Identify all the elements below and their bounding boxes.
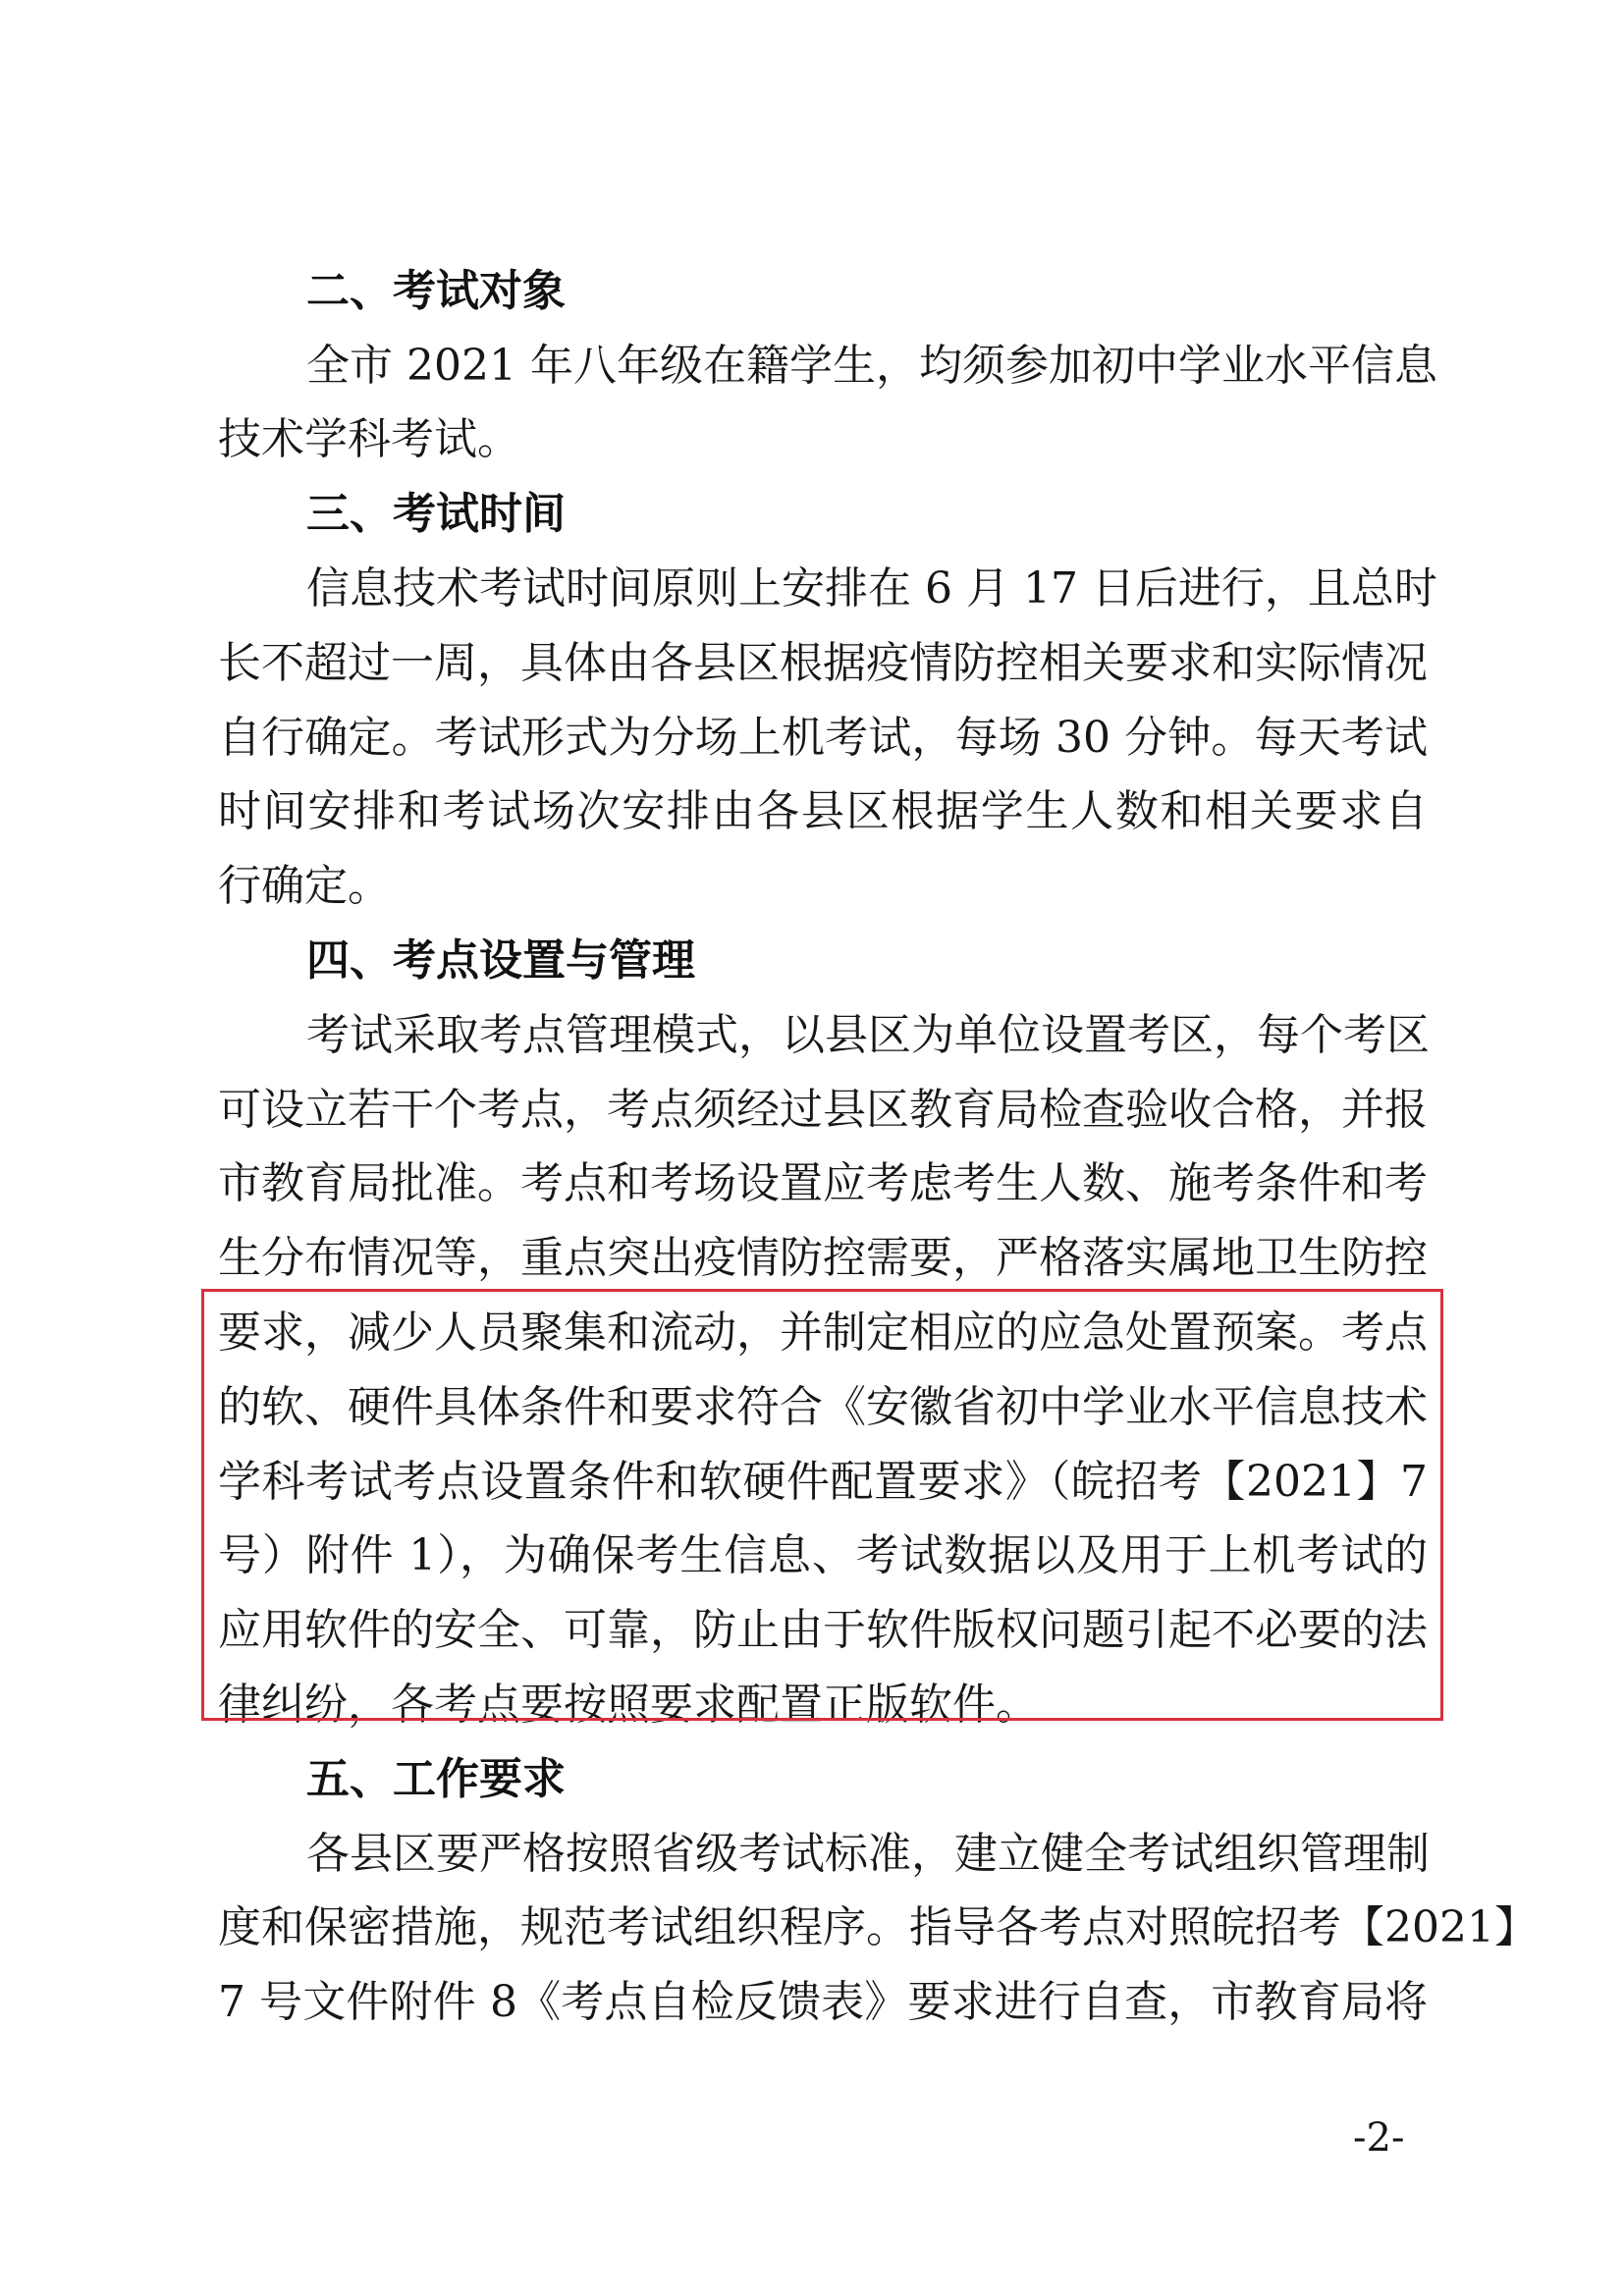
page-number: -2- <box>1353 2115 1405 2161</box>
section-heading-work-requirements: 五、工作要求 <box>306 1754 566 1804</box>
paragraph-line: 各县区要严格按照省级考试标准，建立健全考试组织管理制 <box>306 1829 1430 1879</box>
paragraph-line: 信息技术考试时间原则上安排在 6 月 17 日后进行，且总时 <box>306 563 1437 614</box>
section-heading-exam-time: 三、考试时间 <box>306 489 566 539</box>
paragraph-line: 度和保密措施，规范考试组织程序。指导各考点对照皖招考【2021】 <box>218 1902 1538 1952</box>
paragraph-line: 学科考试考点设置条件和软硬件配置要求》（皖招考【2021】7 <box>218 1457 1428 1507</box>
paragraph-line: 生分布情况等，重点突出疫情防控需要，严格落实属地卫生防控 <box>218 1233 1428 1283</box>
paragraph-line: 自行确定。考试形式为分场上机考试，每场 30 分钟。每天考试 <box>218 713 1428 763</box>
section-heading-venue-management: 四、考点设置与管理 <box>306 935 695 986</box>
paragraph-line: 的软、硬件具体条件和要求符合《安徽省初中学业水平信息技术 <box>218 1382 1428 1432</box>
section-heading-exam-target: 二、考试对象 <box>306 266 566 316</box>
paragraph-line: 要求，减少人员聚集和流动，并制定相应的应急处置预案。考点 <box>218 1308 1428 1358</box>
paragraph-line: 应用软件的安全、可靠，防止由于软件版权问题引起不必要的法 <box>218 1605 1428 1655</box>
paragraph-line: 行确定。 <box>218 861 391 911</box>
paragraph-line: 号）附件 1），为确保考生信息、考试数据以及用于上机考试的 <box>218 1530 1428 1580</box>
paragraph-line: 市教育局批准。考点和考场设置应考虑考生人数、施考条件和考 <box>218 1158 1428 1208</box>
paragraph-line: 7 号文件附件 8《考点自检反馈表》要求进行自查，市教育局将 <box>218 1977 1428 2027</box>
paragraph-line: 可设立若干个考点，考点须经过县区教育局检查验收合格，并报 <box>218 1085 1428 1135</box>
paragraph-line: 时间安排和考试场次安排由各县区根据学生人数和相关要求自 <box>218 786 1428 836</box>
paragraph-line: 考试采取考点管理模式，以县区为单位设置考区，每个考区 <box>306 1010 1430 1060</box>
paragraph-line: 全市 2021 年八年级在籍学生，均须参加初中学业水平信息 <box>306 341 1437 391</box>
paragraph-line: 长不超过一周，具体由各县区根据疫情防控相关要求和实际情况 <box>218 638 1428 688</box>
paragraph-line: 技术学科考试。 <box>218 414 520 464</box>
paragraph-line: 律纠纷，各考点要按照要求配置正版软件。 <box>218 1680 1039 1730</box>
